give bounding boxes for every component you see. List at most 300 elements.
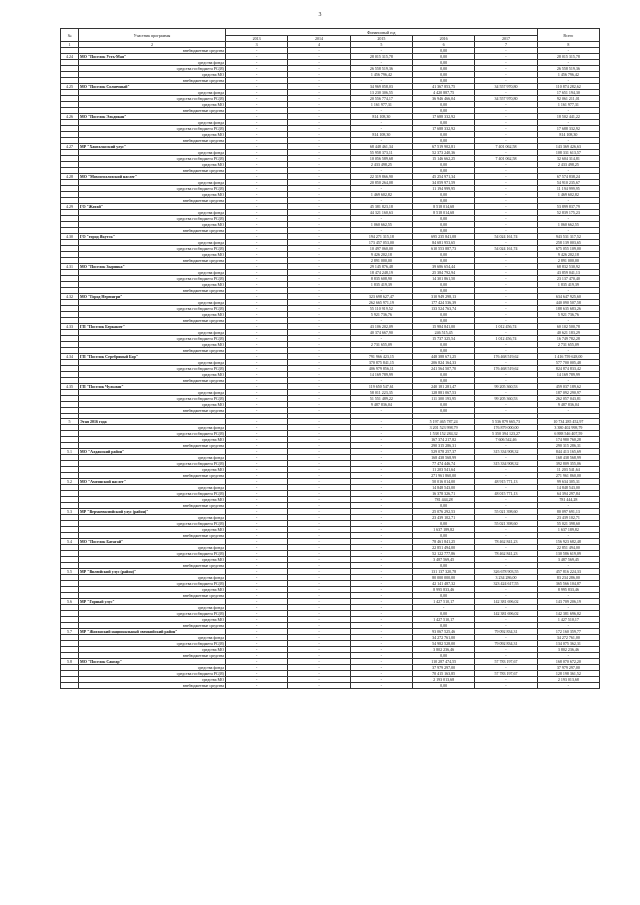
amount-cell: - [475,282,537,288]
year-header: 2015 [350,36,412,42]
funding-source-label: внебюджетные средства [79,198,226,204]
participant-name: МР "Верхневилюйский улус (район)" [79,509,226,515]
participant-name: МО "Мохсоголлохский наслег" [79,174,226,180]
amount-cell: - [226,78,288,84]
total-cell: 52 839 175,23 [537,210,599,216]
amount-cell: - [226,617,288,623]
amount-cell: 290 315 286,31 [412,443,474,449]
amount-cell: 68 448 461,34 [350,144,412,150]
funding-source-label: внебюджетные средства [79,78,226,84]
total-cell: 271 961 860,00 [537,473,599,479]
amount-cell: 173 457 053,00 [350,240,412,246]
amount-cell: - [226,425,288,431]
amount-cell: - [350,378,412,384]
funding-source-label: внебюджетные средства [79,653,226,659]
amount-cell: - [226,180,288,186]
amount-cell: 3 802 236,46 [412,647,474,653]
amount-cell: - [226,521,288,527]
amount-cell: 48 915 771,13 [475,479,537,485]
funding-source-label: средства фонда [79,665,226,671]
participant-name: ГП "Поселок Серебряный Бор" [79,354,226,360]
amount-cell: 55 958 373,11 [350,150,412,156]
total-cell: 18 502 441,22 [537,114,599,120]
amount-cell: - [350,599,412,605]
total-cell: - [537,593,599,599]
amount-cell: - [288,138,350,144]
amount-cell: - [350,449,412,455]
funding-source-label: средства фонда [79,210,226,216]
amount-cell: 610 553 887,73 [412,246,474,252]
total-cell: 290 315 286,31 [537,443,599,449]
amount-cell: - [350,581,412,587]
amount-cell: - [350,665,412,671]
funding-source-label: внебюджетные средства [79,48,226,54]
amount-cell: - [350,659,412,665]
funding-source-label: средства МО [79,192,226,198]
amount-cell: - [288,336,350,342]
amount-cell: 142 381 696,02 [475,611,537,617]
funding-source-label: средства МО [79,132,226,138]
funding-source-label: средства госбюджета РС(Я) [79,216,226,222]
amount-cell: 55 021 398,60 [475,521,537,527]
amount-cell: - [226,431,288,437]
funding-source-label: средства МО [79,527,226,533]
total-cell: 23 137 470,40 [537,276,599,282]
funding-source-label: средства фонда [79,390,226,396]
header-row-main [61,29,600,36]
total-cell: 92 061 211,01 [537,96,599,102]
amount-cell: - [226,545,288,551]
amount-cell: 8 995 833,46 [412,587,474,593]
funding-source-label: средства МО [79,677,226,683]
participant-name: МО "Поселок Солнечный" [79,84,226,90]
amount-cell: - [350,491,412,497]
amount-cell: - [350,563,412,569]
amount-cell: 5 536 879 665,73 [475,419,537,425]
amount-cell: 17 688 332,92 [412,114,474,120]
amount-cell: - [226,264,288,270]
amount-cell: - [350,605,412,611]
total-cell: 134 075 362,31 [537,641,599,647]
funding-source-label: средства фонда [79,635,226,641]
amount-cell: - [226,563,288,569]
amount-cell: - [350,593,412,599]
amount-cell: - [288,473,350,479]
funding-source-label: средства фонда [79,360,226,366]
amount-cell: 1 469 602,82 [350,192,412,198]
amount-cell: - [350,318,412,324]
amount-cell: 84 681 953,65 [412,240,474,246]
total-cell: 37 979 297,00 [537,665,599,671]
funding-source-label: средства госбюджета РС(Я) [79,671,226,677]
amount-cell: - [226,408,288,414]
amount-cell: - [288,120,350,126]
amount-cell: - [288,384,350,390]
amount-cell: - [350,288,412,294]
row-number: 5.2 [61,479,79,485]
amount-cell: 167 374 217,82 [412,437,474,443]
amount-cell: - [226,384,288,390]
amount-cell: - [288,533,350,539]
amount-cell: - [226,497,288,503]
year-header: 2017 [475,36,537,42]
amount-cell: - [475,348,537,354]
col-num-header: № [61,29,79,42]
amount-cell: - [350,419,412,425]
amount-cell: - [288,665,350,671]
amount-cell: - [226,575,288,581]
amount-cell: - [226,593,288,599]
total-cell: 11 203 541,64 [537,467,599,473]
index-cell: 2 [79,42,226,48]
amount-cell: - [475,258,537,264]
fin-year-header: Финансовый год [226,29,538,36]
amount-cell: - [288,581,350,587]
funding-source-label: средства госбюджета РС(Я) [79,431,226,437]
total-cell: 174 980 760,28 [537,437,599,443]
total-cell: 54 910 235,67 [537,180,599,186]
amount-cell: - [288,126,350,132]
amount-cell: 22 319 866,90 [350,174,412,180]
participant-name: МО "Поселок Усть-Мая" [79,54,226,60]
amount-cell: - [475,455,537,461]
amount-cell: - [288,461,350,467]
amount-cell: 0,00 [412,342,474,348]
amount-cell: - [288,294,350,300]
amount-cell: - [350,437,412,443]
amount-cell: 0,00 [412,192,474,198]
amount-cell: - [350,108,412,114]
amount-cell: - [288,575,350,581]
amount-cell: 0,00 [412,312,474,318]
amount-cell: - [288,246,350,252]
amount-cell: - [226,216,288,222]
amount-cell: - [226,246,288,252]
amount-cell: - [475,180,537,186]
amount-cell: 99 205 360,53 [475,396,537,402]
amount-cell: 52 122 777,86 [412,551,474,557]
amount-cell: - [288,563,350,569]
amount-cell: - [288,587,350,593]
funding-source-label: внебюджетные средства [79,623,226,629]
funding-source-label: средства госбюджета РС(Я) [79,276,226,282]
participant-name: МР "Хангаласский улус" [79,144,226,150]
amount-cell: - [475,330,537,336]
amount-cell: - [288,180,350,186]
amount-cell: - [350,497,412,503]
amount-cell: 8 518 014,68 [412,204,474,210]
amount-cell: - [226,54,288,60]
funding-source-label: внебюджетные средства [79,408,226,414]
amount-cell: - [475,563,537,569]
participant-name: МР "Жиганский национальный эвенкийский район" [79,629,226,635]
amount-cell: 0,00 [412,408,474,414]
total-cell: - [537,318,599,324]
amount-cell: - [226,138,288,144]
total-cell: - [537,60,599,66]
amount-cell: 315 334 908,32 [475,449,537,455]
amount-cell: 119 650 547,61 [350,384,412,390]
amount-cell: 78 462 841,23 [475,551,537,557]
amount-cell: 111 300 193,95 [412,396,474,402]
participant-name: МР "Горный улус" [79,599,226,605]
amount-cell: - [226,635,288,641]
amount-cell: - [226,222,288,228]
amount-cell: - [226,659,288,665]
amount-cell: - [226,653,288,659]
funding-source-label: внебюджетные средства [79,168,226,174]
row-number: 5.4 [61,539,79,545]
funding-source-label: средства фонда [79,180,226,186]
amount-cell: 791 966 423,15 [350,354,412,360]
amount-cell: - [226,84,288,90]
amount-cell: 0,00 [412,102,474,108]
amount-cell: - [350,647,412,653]
funding-source-label: внебюджетные средства [79,378,226,384]
amount-cell: 1 012 456,74 [475,336,537,342]
total-cell: - [537,683,599,689]
amount-cell: - [475,527,537,533]
amount-cell: - [288,366,350,372]
amount-cell: - [288,402,350,408]
amount-cell: - [226,467,288,473]
funding-source-label: средства МО [79,282,226,288]
amount-cell: 0,00 [412,593,474,599]
amount-cell: - [226,132,288,138]
amount-cell: 55 110 919,52 [350,306,412,312]
amount-cell: - [350,617,412,623]
amount-cell: - [288,192,350,198]
amount-cell: 0,00 [412,378,474,384]
amount-cell: 781 444,28 [412,497,474,503]
total-cell: 34 272 761,00 [537,635,599,641]
amount-cell: 814 108,30 [350,114,412,120]
row-number: 5.6 [61,599,79,605]
amount-cell: - [226,587,288,593]
total-cell: 168 438 568,99 [537,455,599,461]
funding-source-label: средства МО [79,557,226,563]
amount-cell: 29 145 876,48 [350,264,412,270]
amount-cell: 13 230 306,55 [350,90,412,96]
year-header: 2013 [226,36,288,42]
amount-cell: 5 350 394 123,27 [475,431,537,437]
amount-cell: - [288,228,350,234]
amount-cell: - [475,605,537,611]
amount-cell: - [288,354,350,360]
amount-cell: - [226,671,288,677]
amount-cell: 51 551 489,22 [350,396,412,402]
total-cell: - [537,198,599,204]
amount-cell: - [226,629,288,635]
total-cell: 68 832 530,92 [537,264,599,270]
total-cell: 2 731 655,09 [537,342,599,348]
amount-cell: - [226,168,288,174]
amount-cell: - [475,647,537,653]
amount-cell: - [226,318,288,324]
amount-cell: - [288,276,350,282]
amount-cell: - [226,198,288,204]
total-cell: 3 802 236,46 [537,647,599,653]
participant-name: ГО "Жатай" [79,204,226,210]
amount-cell: - [475,276,537,282]
amount-cell: 0,00 [412,216,474,222]
amount-cell: - [350,473,412,479]
total-cell: 17 651 194,30 [537,90,599,96]
amount-cell: - [288,102,350,108]
amount-cell: - [475,402,537,408]
amount-cell: - [475,198,537,204]
amount-cell: - [350,48,412,54]
amount-cell: - [288,318,350,324]
total-cell: 43 859 041,13 [537,270,599,276]
amount-cell: - [288,270,350,276]
amount-cell: - [288,66,350,72]
index-cell: 1 [61,42,79,48]
amount-cell: - [288,300,350,306]
amount-cell: 50 016 014,00 [412,479,474,485]
amount-cell: 25 384 792,94 [412,270,474,276]
amount-cell: - [226,144,288,150]
amount-cell: - [350,120,412,126]
amount-cell: - [226,677,288,683]
amount-cell: - [288,210,350,216]
total-cell: 781 444,28 [537,497,599,503]
amount-cell: 67 519 902,81 [412,144,474,150]
total-cell: - [537,605,599,611]
amount-cell: 15 146 662,25 [412,156,474,162]
amount-cell: 0,00 [412,48,474,54]
amount-cell: - [475,497,537,503]
total-cell: 2 891 000,00 [537,258,599,264]
amount-cell: - [226,186,288,192]
amount-cell: - [475,467,537,473]
row-number: 4.32 [61,294,79,300]
amount-cell: 0,00 [412,611,474,617]
total-cell: - [537,48,599,54]
row-number: 4.28 [61,174,79,180]
funding-source-label: средства госбюджета РС(Я) [79,126,226,132]
amount-cell: - [226,461,288,467]
amount-cell: - [475,66,537,72]
funding-source-label: средства фонда [79,330,226,336]
total-cell: 172 160 359,77 [537,629,599,635]
amount-cell: 310 949 298,13 [412,294,474,300]
total-cell: 143 369 426,63 [537,144,599,150]
amount-cell: - [288,677,350,683]
participant-name: ГО "город Якутск" [79,234,226,240]
amount-cell: - [226,312,288,318]
amount-cell: - [288,108,350,114]
amount-cell: 326 678 903,55 [475,569,537,575]
amount-cell: - [288,144,350,150]
amount-cell: - [475,294,537,300]
amount-cell: 25 076 292,53 [412,509,474,515]
total-cell: 9 487 836,04 [537,402,599,408]
amount-cell: 34 557 970,80 [475,84,537,90]
amount-cell: - [475,264,537,270]
amount-cell: 0,00 [412,132,474,138]
total-cell: 22 851 494,00 [537,545,599,551]
amount-cell: 45 254 971,34 [412,174,474,180]
funding-source-label: средства фонда [79,575,226,581]
total-cell: 55 021 398,60 [537,521,599,527]
amount-cell: - [226,419,288,425]
amount-cell: - [475,665,537,671]
amount-cell: - [288,521,350,527]
amount-cell: 370 875 841,15 [350,360,412,366]
amount-cell: - [350,533,412,539]
total-cell: - [537,623,599,629]
amount-cell: - [475,48,537,54]
amount-cell: 11 194 999,95 [412,186,474,192]
amount-cell: - [226,354,288,360]
amount-cell: - [350,611,412,617]
total-cell: 60 102 500,78 [537,324,599,330]
amount-cell: 0,00 [412,402,474,408]
amount-cell: - [226,527,288,533]
amount-cell: - [288,497,350,503]
amount-cell: 77 474 446,74 [412,461,474,467]
funding-source-label: средства госбюджета РС(Я) [79,156,226,162]
total-cell: 262 057 043,81 [537,396,599,402]
row-number: 4.27 [61,144,79,150]
amount-cell: 0,00 [412,348,474,354]
total-cell: 17 688 332,92 [537,126,599,132]
total-cell: 14 169 789,99 [537,372,599,378]
amount-cell: - [475,653,537,659]
source-row [61,683,600,689]
amount-cell: 0,00 [412,222,474,228]
amount-cell: - [226,443,288,449]
amount-cell: - [288,330,350,336]
amount-cell: 40 374 667,90 [350,330,412,336]
amount-cell: 9 426 202,18 [350,252,412,258]
amount-cell: - [288,96,350,102]
amount-cell: - [226,270,288,276]
funding-source-label: средства фонда [79,425,226,431]
amount-cell: 0,00 [412,533,474,539]
total-cell: 14 848 543,00 [537,485,599,491]
total-cell: 168 070 672,20 [537,659,599,665]
total-cell: 392 809 355,06 [537,461,599,467]
participant-name: МО "Поселок Сангар" [79,659,226,665]
amount-cell: - [288,647,350,653]
amount-cell: - [350,623,412,629]
amount-cell: 206 824 164,33 [412,360,474,366]
amount-cell: - [288,222,350,228]
amount-cell: - [226,366,288,372]
amount-cell: 315 334 908,32 [475,461,537,467]
total-cell: 440 090 507,58 [537,300,599,306]
total-cell: 943 531 317,52 [537,234,599,240]
amount-cell: - [350,551,412,557]
amount-cell: - [475,72,537,78]
amount-cell: 176 879 000,00 [475,425,537,431]
amount-cell: - [226,557,288,563]
participant-name: МО "Поселок Батагай" [79,539,226,545]
amount-cell: 79 092 834,31 [475,641,537,647]
total-cell: 844 413 165,69 [537,449,599,455]
index-cell: 6 [412,42,474,48]
amount-cell: - [475,210,537,216]
participant-name: МО "Амгинский наслег" [79,479,226,485]
amount-cell: - [475,228,537,234]
amount-cell: 0,00 [412,54,474,60]
funding-source-label: средства госбюджета РС(Я) [79,186,226,192]
funding-source-label: средства госбюджета РС(Я) [79,521,226,527]
amount-cell: - [475,300,537,306]
amount-cell: - [288,378,350,384]
